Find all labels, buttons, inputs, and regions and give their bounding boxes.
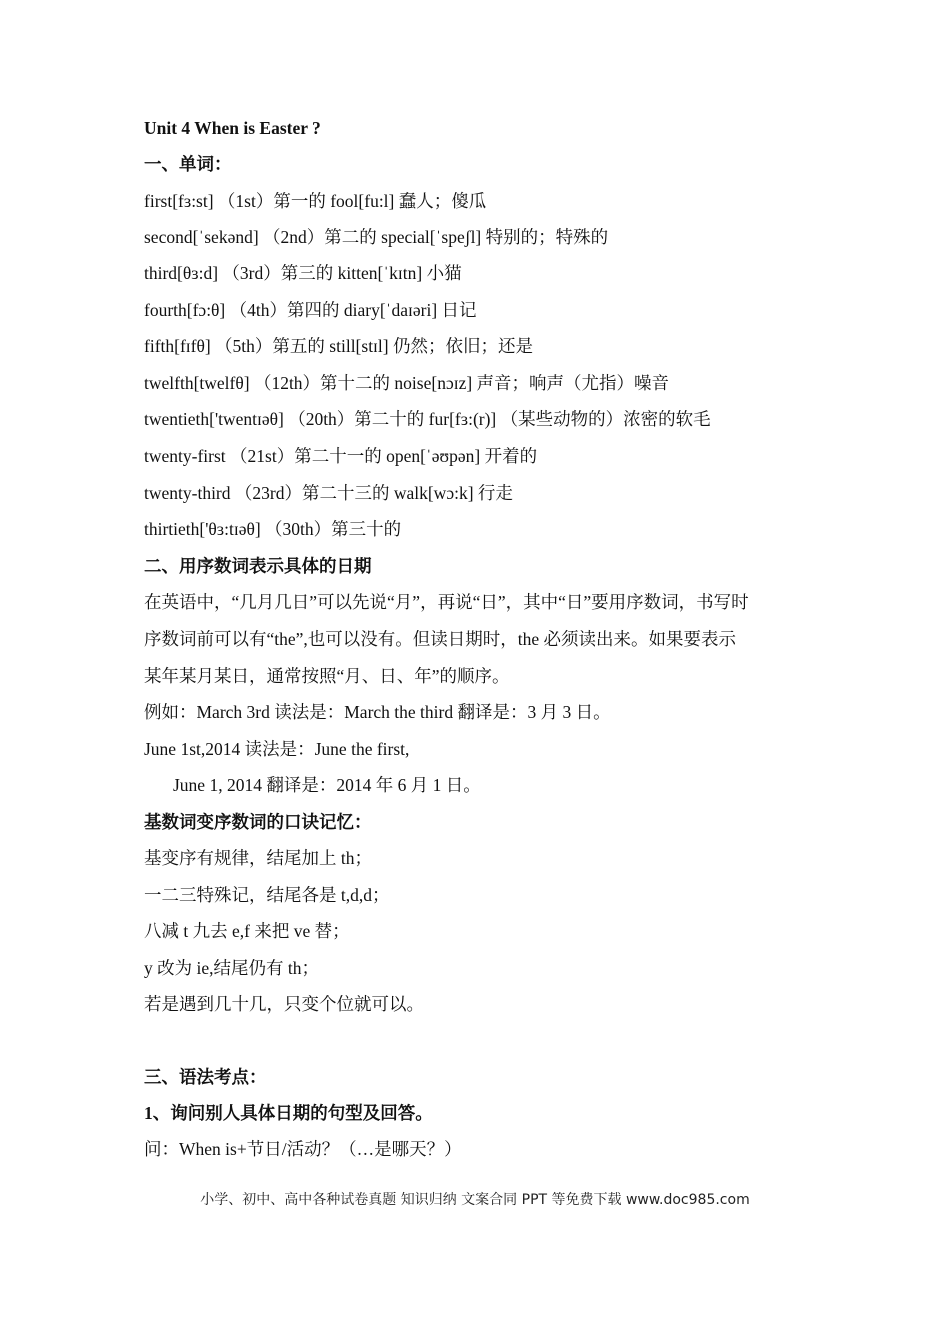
example-line: June 1, 2014 翻译是：2014 年 6 月 1 日。: [173, 775, 481, 795]
mnemonic-line: 基变序有规律，结尾加上 th；: [144, 848, 372, 868]
mnemonic-line: 若是遇到几十几，只变个位就可以。: [144, 994, 424, 1014]
grammar-question: 问：When is+节日/活动？（…是哪天？）: [144, 1139, 462, 1159]
vocab-line: fourth[fɔ:θ] （4th）第四的 diary[ˈdaɪəri] 日记: [144, 300, 477, 320]
vocab-line: first[fɜ:st] （1st）第一的 fool[fu:l] 蠢人；傻瓜: [144, 191, 487, 211]
paragraph-line: 序数词前可以有“the”,也可以没有。但读日期时，the 必须读出来。如果要表示: [144, 629, 737, 649]
unit-title: Unit 4 When is Easter ?: [144, 118, 321, 138]
example-line: June 1st,2014 读法是：June the first,: [144, 739, 410, 759]
vocab-line: twelfth[twelfθ] （12th）第十二的 noise[nɔɪz] 声音；响声（尤指）噪音: [144, 373, 670, 393]
example-line: 例如：March 3rd 读法是：March the third 翻译是：3 月 3 日。: [144, 702, 611, 722]
mnemonic-heading: 基数词变序数词的口诀记忆：: [144, 812, 372, 832]
section-2-heading: 二、用序数词表示具体的日期: [144, 556, 372, 576]
vocab-line: fifth[fɪfθ] （5th）第五的 still[stɪl] 仍然；依旧；还是: [144, 336, 533, 356]
paragraph-line: 在英语中，“几月几日”可以先说“月”，再说“日”，其中“日”要用序数词，书写时: [144, 592, 749, 612]
vocab-line: twentieth['twentɪəθ] （20th）第二十的 fur[fɜ:(r)] （某些动物的）浓密的软毛: [144, 409, 711, 429]
mnemonic-line: y 改为 ie,结尾仍有 th；: [144, 958, 319, 978]
page-footer: 小学、初中、高中各种试卷真题 知识归纳 文案合同 PPT 等免费下载 www.doc985.com: [200, 1192, 750, 1208]
mnemonic-line: 八减 t 九去 e,f 来把 ve 替；: [144, 921, 350, 941]
section-3-heading: 三、语法考点：: [144, 1067, 267, 1087]
vocab-line: third[θɜ:d] （3rd）第三的 kitten[ˈkɪtn] 小猫: [144, 263, 462, 283]
grammar-point-1: 1、询问别人具体日期的句型及回答。: [144, 1103, 433, 1123]
section-1-heading: 一、单词：: [144, 154, 232, 174]
vocab-line: thirtieth['θɜ:tɪəθ] （30th）第三十的: [144, 519, 402, 539]
vocab-line: twenty-third （23rd）第二十三的 walk[wɔ:k] 行走: [144, 483, 513, 503]
vocab-line: second[ˈsekənd] （2nd）第二的 special[ˈspeʃl] 特别的；特殊的: [144, 227, 609, 247]
mnemonic-line: 一二三特殊记，结尾各是 t,d,d；: [144, 885, 390, 905]
vocab-line: twenty-first （21st）第二十一的 open[ˈəʊpən] 开着的: [144, 446, 538, 466]
paragraph-line: 某年某月某日，通常按照“月、日、年”的顺序。: [144, 666, 510, 686]
